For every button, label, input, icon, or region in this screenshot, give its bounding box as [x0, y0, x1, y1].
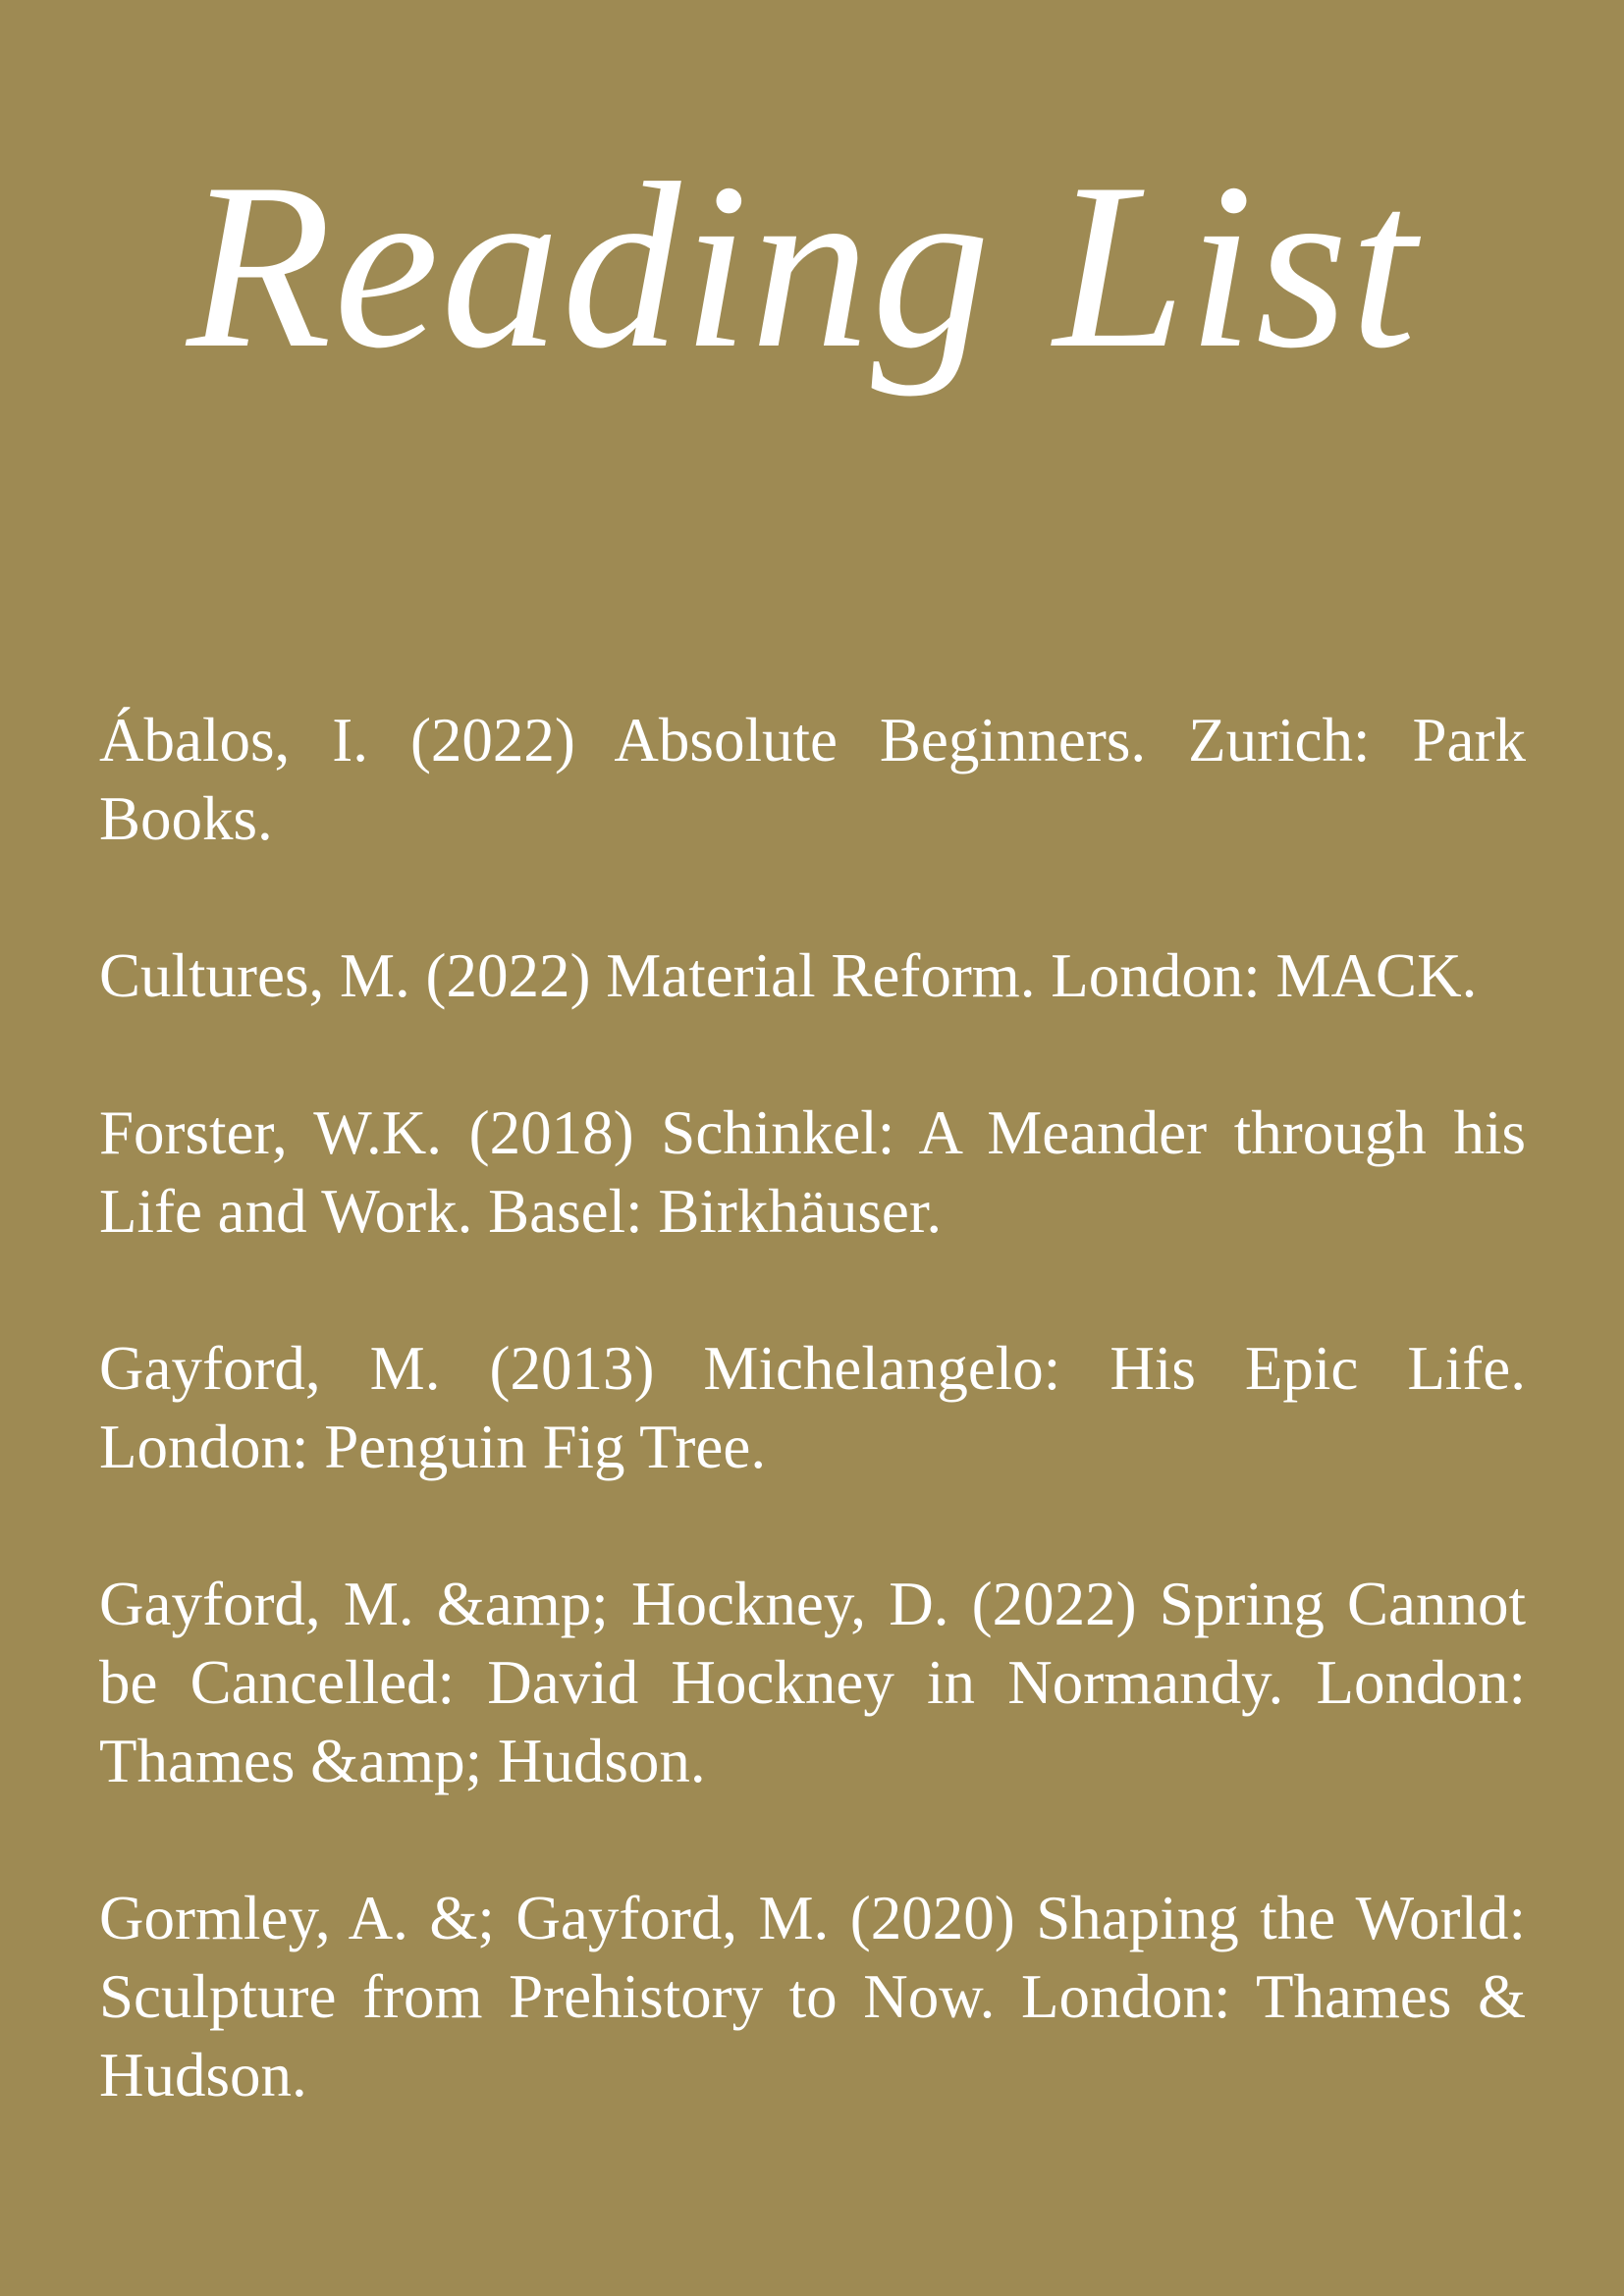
list-item: Cultures, M. (2022) Material Reform. London: MACK. [99, 941, 1478, 1010]
list-item: Forster, W.K. (2018) Schinkel: A Meander through his Life and Work. Basel: Birkhäuser. [99, 1098, 1526, 1246]
list-item: Gormley, A. &; Gayford, M. (2020) Shaping the World: Sculpture from Prehistory to Now. London: Thames & Hudson. [99, 1884, 1526, 2109]
page-title: Reading List [187, 134, 1419, 398]
list-item: Gayford, M. (2013) Michelangelo: His Epic Life. London: Penguin Fig Tree. [99, 1334, 1526, 1481]
reading-list [99, 701, 1526, 2114]
list-item: Ábalos, I. (2022) Absolute Beginners. Zurich: Park Books. [99, 706, 1526, 853]
list-item: Gayford, M. &amp; Hockney, D. (2022) Spring Cannot be Cancelled: David Hockney in Normandy. London: Thames &amp; Hudson. [99, 1570, 1526, 1795]
